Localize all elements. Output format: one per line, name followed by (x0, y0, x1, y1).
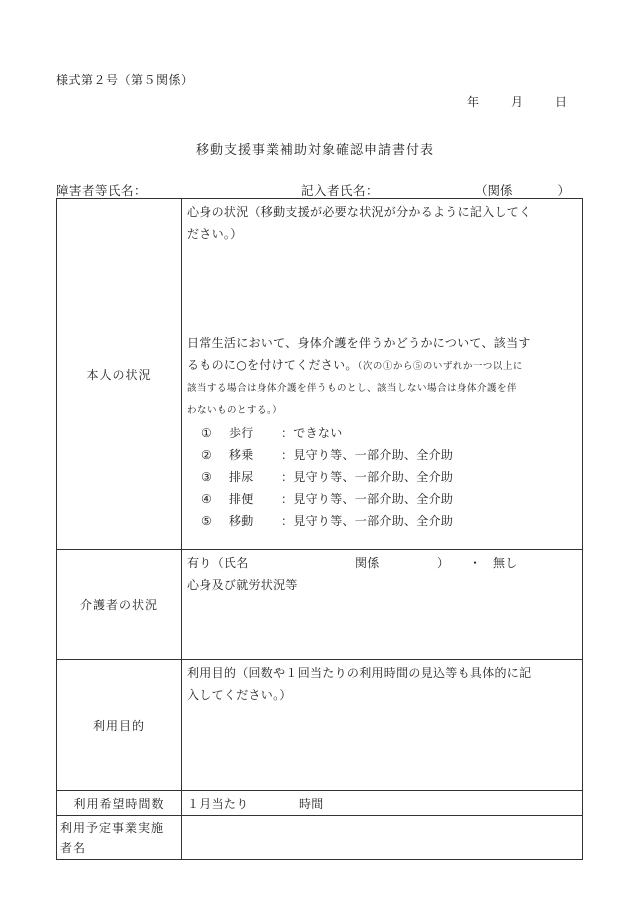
caregiver-row (57, 550, 583, 660)
option-name: 移動 (229, 514, 254, 528)
relation-close: ） (557, 183, 570, 198)
purpose-row (57, 660, 583, 791)
hours-unit: 時間 (299, 797, 324, 811)
provider-label (57, 816, 182, 860)
person-q-line2-note: （次の①から⑤のいずれか一つ以上に (357, 361, 523, 372)
option-number: ⑤ (201, 514, 213, 528)
document-title: 移動支援事業補助対象確認申請書付表 (195, 143, 434, 158)
recorder-name-label: 記入者氏名： (301, 183, 380, 198)
person-label: 本人の状況 (57, 199, 182, 550)
option-desc: ：見守り等、一部介助、全介助 (281, 492, 454, 506)
option-name: 排便 (229, 492, 254, 506)
caregiver-separator: ・ (469, 556, 482, 570)
purpose-line1: 利用目的（回数や１回当たりの利用時間の見込等も具体的に記 (187, 666, 532, 680)
hours-label: 利用希望時間数 (57, 791, 182, 816)
person-q-line1: 日常生活において、身体介護を伴うかどうかについて、該当す (187, 336, 531, 350)
applicant-name-label: 障害者等氏名： (56, 183, 148, 198)
purpose-label: 利用目的 (57, 660, 182, 791)
option-name: 移乗 (229, 448, 254, 462)
hours-content[interactable] (182, 791, 583, 816)
form-number: 様式第２号（第５関係） (56, 73, 194, 87)
option-transfer[interactable] (187, 444, 578, 466)
person-blank-area (187, 245, 578, 332)
option-walking[interactable] (187, 422, 578, 444)
option-urination[interactable] (187, 466, 578, 488)
caregiver-presence-line (187, 552, 578, 574)
option-number: ① (201, 426, 213, 440)
person-row (57, 199, 583, 550)
caregiver-close-paren: ） (437, 556, 450, 570)
person-heading-line1: 心身の状況（移動支援が必要な状況が分かるように記入してく (187, 205, 532, 219)
provider-name-field[interactable] (182, 816, 583, 860)
relation-open: （関係 (475, 183, 513, 198)
person-q-line2 (187, 354, 578, 378)
option-name: 排尿 (229, 470, 254, 484)
caregiver-presence[interactable]: 有り（氏名 (187, 556, 249, 570)
person-content[interactable] (182, 199, 583, 550)
person-q-line4: わないものとする。） (187, 405, 283, 416)
option-number: ④ (201, 492, 213, 506)
person-q-line3: 該当する場合は身体介護を伴うものとし、該当しない場合は身体介護を伴 (187, 383, 518, 394)
hours-line (187, 793, 578, 815)
caregiver-detail: 心身及び就労状況等 (187, 578, 298, 592)
option-number: ② (201, 448, 213, 462)
hours-per-month: １月当たり (187, 797, 249, 811)
person-q-line2-main: るものに○を付けてください。 (187, 358, 358, 372)
option-defecation[interactable] (187, 488, 578, 510)
option-desc: ：見守り等、一部介助、全介助 (281, 470, 454, 484)
option-number: ③ (201, 470, 213, 484)
option-moving[interactable] (187, 510, 578, 532)
caregiver-relation: 関係 (355, 556, 380, 570)
form-table (56, 198, 583, 860)
date-line (467, 93, 567, 110)
caregiver-content[interactable] (182, 550, 583, 660)
recorder-relation (475, 181, 570, 199)
option-desc: ：見守り等、一部介助、全介助 (281, 448, 454, 462)
option-desc: ：見守り等、一部介助、全介助 (281, 514, 454, 528)
caregiver-label: 介護者の状況 (57, 550, 182, 660)
provider-row (57, 816, 583, 860)
provider-label-line1: 利用予定事業実施 (60, 821, 165, 835)
purpose-line2: 入してください。） (187, 688, 292, 702)
caregiver-absence[interactable]: 無し (493, 556, 518, 570)
date-year-label: 年 (467, 95, 480, 109)
provider-label-line2: 者名 (60, 841, 87, 855)
option-name: 歩行 (229, 426, 254, 440)
purpose-content[interactable] (182, 660, 583, 791)
option-desc: ：できない (281, 426, 343, 440)
date-day-label: 日 (554, 95, 567, 109)
person-heading-line2: ださい。） (187, 227, 243, 241)
date-month-label: 月 (510, 95, 523, 109)
hours-row (57, 791, 583, 816)
